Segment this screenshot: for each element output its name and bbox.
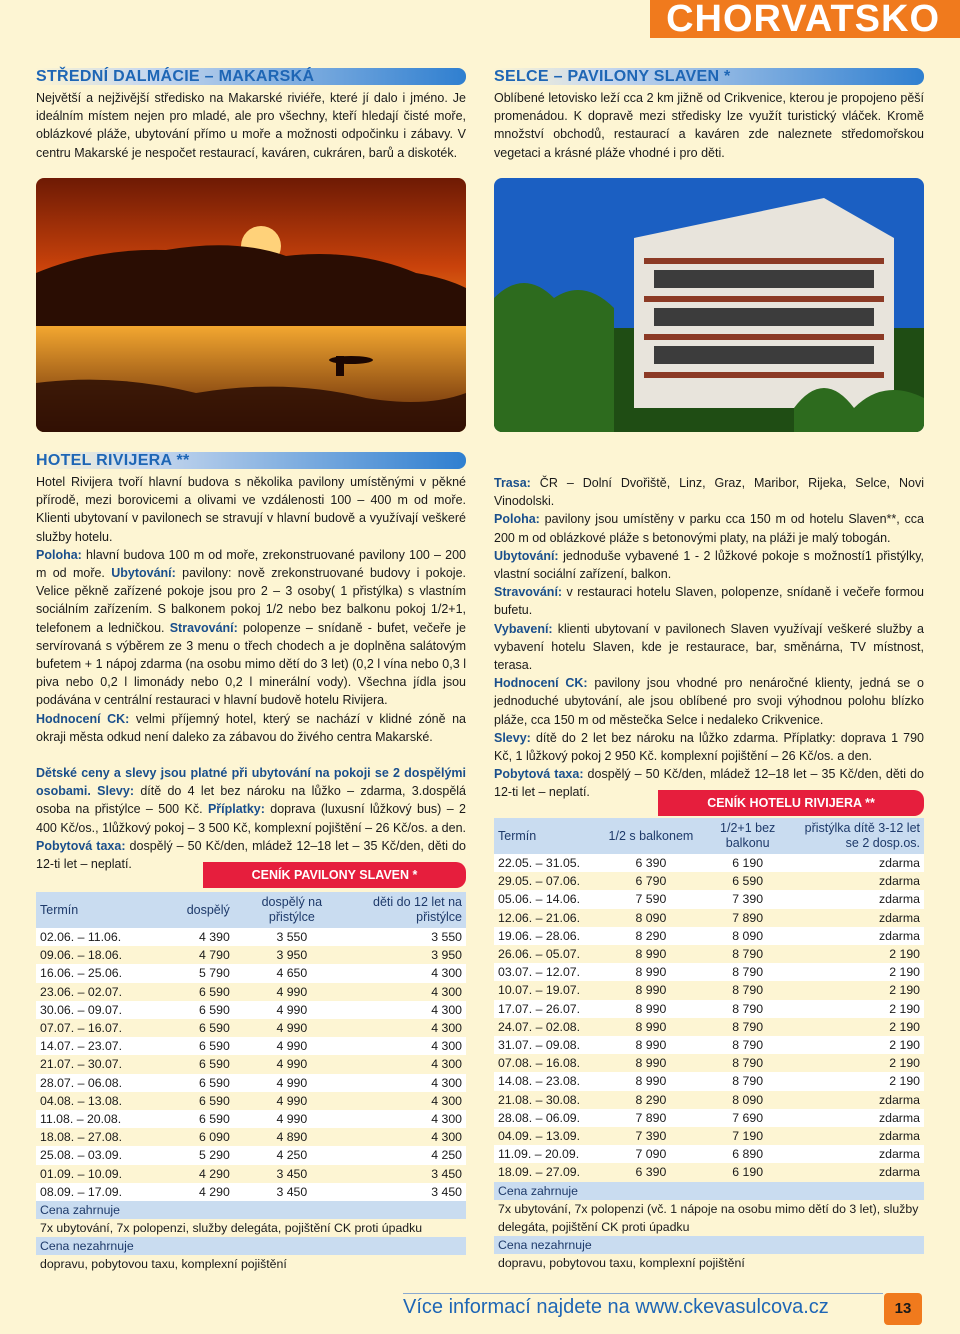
- table-row: [494, 1127, 924, 1145]
- table-cell: 6 390: [602, 1163, 701, 1181]
- table-cell: 4 650: [234, 964, 350, 982]
- table-cell: 4 990: [234, 1092, 350, 1110]
- table-cell: 30.06. – 09.07.: [36, 1001, 148, 1019]
- table-row: [494, 1036, 924, 1054]
- col-deti-pristylka: děti do 12 let na přistýlce: [350, 892, 466, 928]
- table-cell: 4 300: [350, 1019, 466, 1037]
- table-cell: 6 590: [148, 1055, 234, 1073]
- table-row: [36, 1037, 466, 1055]
- table-row: [494, 1145, 924, 1163]
- table-cell: 14.08. – 23.08.: [494, 1072, 602, 1090]
- table-cell: 6 390: [602, 854, 701, 872]
- table-cell: 6 590: [148, 1001, 234, 1019]
- selce-title: SELCE – PAVILONY SLAVEN *: [494, 68, 924, 85]
- table-row: [494, 1072, 924, 1090]
- table-cell: 4 250: [234, 1146, 350, 1164]
- table-cell: 4 300: [350, 1037, 466, 1055]
- table-cell: 4 300: [350, 1074, 466, 1092]
- table-cell: zdarma: [795, 1163, 924, 1181]
- slaven-incl-label: Cena zahrnuje: [36, 1201, 466, 1219]
- table-cell: 3 450: [234, 1165, 350, 1183]
- table-cell: 8 090: [700, 1091, 795, 1109]
- table-cell: 6 590: [700, 872, 795, 890]
- table-cell: 8 990: [602, 963, 701, 981]
- table-row: [494, 1018, 924, 1036]
- table-cell: 2 190: [795, 1036, 924, 1054]
- table-cell: 4 990: [234, 1037, 350, 1055]
- table-row: [494, 945, 924, 963]
- table-cell: 07.08. – 16.08.: [494, 1054, 602, 1072]
- slaven-excl-label: Cena nezahrnuje: [36, 1237, 466, 1255]
- table-cell: 8 990: [602, 981, 701, 999]
- table-cell: 5 790: [148, 964, 234, 982]
- table-row: [494, 854, 924, 872]
- table-cell: 4 300: [350, 1092, 466, 1110]
- slaven-table-header-tab: CENÍK PAVILONY SLAVEN *: [203, 862, 466, 888]
- table-cell: 03.07. – 12.07.: [494, 963, 602, 981]
- table-cell: 8 990: [602, 1036, 701, 1054]
- table-cell: 6 590: [148, 983, 234, 1001]
- table-cell: 8 990: [602, 945, 701, 963]
- table-cell: 6 190: [700, 1163, 795, 1181]
- table-row: [494, 981, 924, 999]
- table-row: [494, 1109, 924, 1127]
- table-cell: 4 300: [350, 1110, 466, 1128]
- rivijera-price-table: [494, 818, 924, 1272]
- slaven-details: [494, 474, 924, 802]
- table-cell: 7 590: [602, 890, 701, 908]
- table-row: [36, 1092, 466, 1110]
- table-row: [36, 1110, 466, 1128]
- slaven-text: Trasa: ČR – Dolní Dvořiště, Linz, Graz, Maribor, Rijeka, Selce, Novi Vinodolski. Poloha: pavilony jsou umístěny v parku cca 150 m od hotelu Slaven**, cca 200 m od oblázkové pláže s betonovými platy, na pláži je malý tobogán. Ubytování: jednoduše vybavené 1 - 2 lůžkové pokoje s možností1 přistýlky, vlastní sociální zařízení, balkon. Stravování: v restauraci hotelu Slaven, polopenze, snídaně i večeře formou bufetu. Vybavení: klienti ubytovaní v pavilonech Slaven využívají veškeré služby a vybavení hotelu Slaven, kde je restaurace, bar, směnárna, TV místnost, terasa. Hodnocení CK: pavilony jsou vhodné pro nenáročné klienty, jedná se o jednoduché ubytování, ale jsou oblíbené pro svoji výhodnou polohu blízko pláže, cca 150 m od městečka Selce i nedaleko Crikvenice. Slevy: dítě do 2 let bez nároku na lůžko zdarma. Příplatky: doprava 1 790 Kč, 1 lůžkový pokoj 2 950 Kč. komplexní pojištění – 26 Kč/os. a den. Pobytová taxa: dospělý – 50 Kč/den, mládež 12–18 let – 35 Kč/den, děti do 12-ti let – neplatí.: [494, 476, 924, 800]
- table-cell: 2 190: [795, 1018, 924, 1036]
- table-cell: 10.07. – 19.07.: [494, 981, 602, 999]
- table-cell: 8 090: [602, 909, 701, 927]
- table-cell: zdarma: [795, 1109, 924, 1127]
- table-cell: 2 190: [795, 1000, 924, 1018]
- table-cell: 28.08. – 06.09.: [494, 1109, 602, 1127]
- table-cell: 19.06. – 28.06.: [494, 927, 602, 945]
- col-pristylka-dite: přistýlka dítě 3-12 let se 2 dosp.os.: [795, 818, 924, 854]
- table-cell: 04.08. – 13.08.: [36, 1092, 148, 1110]
- table-cell: zdarma: [795, 1145, 924, 1163]
- table-cell: 24.07. – 02.08.: [494, 1018, 602, 1036]
- table-row: [494, 1054, 924, 1072]
- table-row: [36, 1074, 466, 1092]
- col-termin: Termín: [494, 818, 602, 854]
- table-cell: 31.07. – 09.08.: [494, 1036, 602, 1054]
- table-cell: 8 290: [602, 1091, 701, 1109]
- slaven-price-table: [36, 892, 466, 1273]
- table-cell: 8 790: [700, 981, 795, 999]
- table-cell: 3 950: [234, 946, 350, 964]
- table-cell: 12.06. – 21.06.: [494, 909, 602, 927]
- table-row: [494, 872, 924, 890]
- table-cell: 3 450: [234, 1183, 350, 1201]
- table-cell: 2 190: [795, 981, 924, 999]
- footer-divider: [403, 1293, 883, 1294]
- table-cell: 4 990: [234, 1055, 350, 1073]
- table-cell: 8 090: [700, 927, 795, 945]
- table-cell: 7 090: [602, 1145, 701, 1163]
- table-cell: zdarma: [795, 890, 924, 908]
- table-row: [36, 1128, 466, 1146]
- table-cell: 4 300: [350, 983, 466, 1001]
- table-cell: 3 550: [234, 928, 350, 946]
- table-cell: 4 300: [350, 964, 466, 982]
- table-cell: 4 890: [234, 1128, 350, 1146]
- table-cell: 25.08. – 03.09.: [36, 1146, 148, 1164]
- table-row: [494, 1163, 924, 1181]
- rivijera-excl-label: Cena nezahrnuje: [494, 1236, 924, 1254]
- table-cell: 02.06. – 11.06.: [36, 928, 148, 946]
- table-cell: 3 950: [350, 946, 466, 964]
- table-cell: 09.06. – 18.06.: [36, 946, 148, 964]
- table-cell: 5 290: [148, 1146, 234, 1164]
- table-cell: 2 190: [795, 963, 924, 981]
- table-cell: 4 290: [148, 1165, 234, 1183]
- col-dospely: dospělý: [148, 892, 234, 928]
- table-row: [494, 927, 924, 945]
- table-cell: 8 790: [700, 1072, 795, 1090]
- table-cell: 29.05. – 07.06.: [494, 872, 602, 890]
- table-cell: 6 590: [148, 1037, 234, 1055]
- table-cell: 4 990: [234, 1074, 350, 1092]
- country-header: CHORVATSKO: [650, 0, 960, 38]
- table-cell: 8 990: [602, 1072, 701, 1090]
- table-row: [494, 1091, 924, 1109]
- col-termin: Termín: [36, 892, 148, 928]
- table-cell: 08.09. – 17.09.: [36, 1183, 148, 1201]
- table-cell: 8 790: [700, 1036, 795, 1054]
- table-cell: 8 790: [700, 1018, 795, 1036]
- table-cell: 7 690: [700, 1109, 795, 1127]
- table-cell: 16.06. – 25.06.: [36, 964, 148, 982]
- slaven-excl-text: dopravu, pobytovou taxu, komplexní pojištění: [36, 1255, 466, 1273]
- rivijera-excl-text: dopravu, pobytovou taxu, komplexní pojištění: [494, 1254, 924, 1272]
- makarska-section: [36, 68, 466, 162]
- table-cell: 8 290: [602, 927, 701, 945]
- selce-section: [494, 68, 924, 162]
- page-number: 13: [884, 1293, 922, 1325]
- table-cell: 4 300: [350, 1001, 466, 1019]
- rivijera-prices-info: Dětské ceny a slevy jsou platné při ubytování na pokoji se 2 dospělými osobami. Slevy: dítě do 4 let bez nároku na lůžko – zdarma, 3.dospělá osoba na přistýlce – 500 Kč. Příplatky: doprava (luxusní lůžkový bus) – 2 400 Kč/os., 1lůžkový pokoj – 3 500 Kč, komplexní pojištění – 26 Kč/os. a den. Pobytová taxa: dospělý – 50 Kč/den, mládež 12–18 let – 35 Kč/den, děti do 12-ti let – neplatí.: [36, 766, 466, 872]
- table-cell: 11.08. – 20.08.: [36, 1110, 148, 1128]
- table-cell: 17.07. – 26.07.: [494, 1000, 602, 1018]
- table-cell: 4 290: [148, 1183, 234, 1201]
- table-cell: 8 790: [700, 945, 795, 963]
- table-row: [494, 909, 924, 927]
- rivijera-text: Hotel Rivijera tvoří hlavní budova s několika pavilony umístěnými v pěkné přírodě, mezi borovicemi a olivami ve vzdálenosti 100 – 400 m od moře. Klienti ubytovaní v pavilonech se stravují v hlavní budově a využívají veškeré služby hotelu. Poloha: hlavní budova 100 m od moře, zrekonstruované pavilony 100 – 200 m od moře. Ubytování: pavilony: nově zrekonstruované budovy i pokoje. Velice pěkně zařízené pokoje jsou pro 2 – 3 osoby( 1 přistýlka) s vlastním sociálním zařízením. S balkonem pokoj 1/2 nebo bez balkonu pokoj 1/2+1, telefonem a ledničkou. Stravování: polopenze – snídaně - bufet, večeře je servírovaná s výběrem ze 3 menu o třech chodech a je doplněna salátovým bufetem + 1 nápoj zdarma (na osobu mimo dětí do 3 let) (0,2 l vína nebo 0,3 l piva nebo 0,2 l limonády nebo 0,2 l minerální vody). Všechna jídla jsou podávána v centrální restauraci v hlavní budově hotelu Rivijera. Hodnocení CK: velmi příjemný hotel, který se nachází v klidné zóně na okraji města odkud není daleko za zábavou do živého centra Makarské.: [36, 475, 466, 744]
- table-cell: 6 890: [700, 1145, 795, 1163]
- table-cell: 05.06. – 14.06.: [494, 890, 602, 908]
- table-cell: 22.05. – 31.05.: [494, 854, 602, 872]
- table-cell: zdarma: [795, 872, 924, 890]
- table-cell: 7 390: [700, 890, 795, 908]
- table-cell: 4 990: [234, 1001, 350, 1019]
- table-cell: 26.06. – 05.07.: [494, 945, 602, 963]
- table-cell: 3 450: [350, 1183, 466, 1201]
- table-cell: 7 190: [700, 1127, 795, 1145]
- selce-text: Oblíbené letovisko leží cca 2 km jižně od Crikvenice, kterou je propojeno pěší promenádou. K dopravě mezi středisky lze využít turistický vláček. Kromě množství obchodů, restaurací a kaváren zde naleznete středomořskou vegetaci a krásné pláže vhodné i pro děti.: [494, 91, 924, 160]
- table-cell: 28.07. – 06.08.: [36, 1074, 148, 1092]
- table-cell: 07.07. – 16.07.: [36, 1019, 148, 1037]
- table-cell: 8 990: [602, 1054, 701, 1072]
- table-cell: 7 890: [602, 1109, 701, 1127]
- table-row: [36, 983, 466, 1001]
- makarska-title: STŘEDNÍ DALMÁCIE – MAKARSKÁ: [36, 68, 466, 85]
- table-cell: 3 450: [350, 1165, 466, 1183]
- rivijera-title: HOTEL RIVIJERA **: [36, 452, 466, 469]
- table-cell: 4 990: [234, 1019, 350, 1037]
- table-cell: 6 190: [700, 854, 795, 872]
- table-cell: 4 390: [148, 928, 234, 946]
- table-cell: 11.09. – 20.09.: [494, 1145, 602, 1163]
- hotel-photo: [494, 178, 924, 432]
- table-cell: 18.09. – 27.09.: [494, 1163, 602, 1181]
- rivijera-section: [36, 452, 466, 873]
- table-cell: 21.07. – 30.07.: [36, 1055, 148, 1073]
- table-row: [36, 1019, 466, 1037]
- table-cell: 18.08. – 27.08.: [36, 1128, 148, 1146]
- col-bez-balkonu: 1/2+1 bez balkonu: [700, 818, 795, 854]
- table-cell: zdarma: [795, 909, 924, 927]
- table-cell: 6 590: [148, 1019, 234, 1037]
- table-cell: 4 250: [350, 1146, 466, 1164]
- table-cell: 8 790: [700, 963, 795, 981]
- table-cell: 6 590: [148, 1074, 234, 1092]
- table-cell: zdarma: [795, 854, 924, 872]
- table-cell: 04.09. – 13.09.: [494, 1127, 602, 1145]
- table-cell: 8 790: [700, 1054, 795, 1072]
- table-cell: 4 300: [350, 1128, 466, 1146]
- table-row: [36, 1055, 466, 1073]
- table-cell: 6 590: [148, 1110, 234, 1128]
- table-cell: 8 990: [602, 1018, 701, 1036]
- table-cell: 6 590: [148, 1092, 234, 1110]
- rivijera-incl-text: 7x ubytování, 7x polopenzi (vč. 1 nápoje na osobu mimo dětí do 3 let), služby delegáta, pojištění CK proti úpadku: [494, 1200, 924, 1236]
- table-cell: 7 890: [700, 909, 795, 927]
- table-cell: 4 990: [234, 1110, 350, 1128]
- rivijera-table-header-tab: CENÍK HOTELU RIVIJERA **: [658, 790, 924, 816]
- table-row: [36, 1183, 466, 1201]
- table-cell: 21.08. – 30.08.: [494, 1091, 602, 1109]
- table-cell: 8 790: [700, 1000, 795, 1018]
- makarska-text: Největší a nejživější středisko na Makarské riviéře, které jí dalo i jméno. Je ideálním místem nejen pro mladé, ale pro všechny, kteří hledají čisté moře, oblázkové pláže, ubytování přímo u moře a možnosti odpočinku i zábavy. V centru Makarské je nespočet restaurací, kaváren, cukráren, barů a diskoték.: [36, 91, 466, 160]
- table-cell: 2 190: [795, 1054, 924, 1072]
- table-cell: 6 090: [148, 1128, 234, 1146]
- table-row: [36, 1165, 466, 1183]
- table-cell: zdarma: [795, 1127, 924, 1145]
- table-cell: 2 190: [795, 945, 924, 963]
- table-row: [494, 1000, 924, 1018]
- footer-link[interactable]: Více informací najdete na www.ckevasulcova.cz: [403, 1296, 829, 1318]
- sunset-photo: [36, 178, 466, 432]
- table-row: [494, 890, 924, 908]
- table-cell: 2 190: [795, 1072, 924, 1090]
- table-cell: 4 790: [148, 946, 234, 964]
- table-cell: 3 550: [350, 928, 466, 946]
- table-cell: 8 990: [602, 1000, 701, 1018]
- table-row: [494, 963, 924, 981]
- table-cell: 23.06. – 02.07.: [36, 983, 148, 1001]
- table-row: [36, 1001, 466, 1019]
- slaven-incl-text: 7x ubytování, 7x polopenzi, služby delegáta, pojištění CK proti úpadku: [36, 1219, 466, 1237]
- table-cell: 4 990: [234, 983, 350, 1001]
- col-dospely-pristylka: dospělý na přistýlce: [234, 892, 350, 928]
- table-cell: 01.09. – 10.09.: [36, 1165, 148, 1183]
- rivijera-incl-label: Cena zahrnuje: [494, 1182, 924, 1200]
- col-balkon: 1/2 s balkonem: [602, 818, 701, 854]
- table-cell: 6 790: [602, 872, 701, 890]
- table-row: [36, 928, 466, 946]
- table-cell: 7 390: [602, 1127, 701, 1145]
- table-cell: 14.07. – 23.07.: [36, 1037, 148, 1055]
- table-cell: zdarma: [795, 927, 924, 945]
- table-row: [36, 1146, 466, 1164]
- table-cell: zdarma: [795, 1091, 924, 1109]
- table-row: [36, 964, 466, 982]
- table-row: [36, 946, 466, 964]
- table-cell: 4 300: [350, 1055, 466, 1073]
